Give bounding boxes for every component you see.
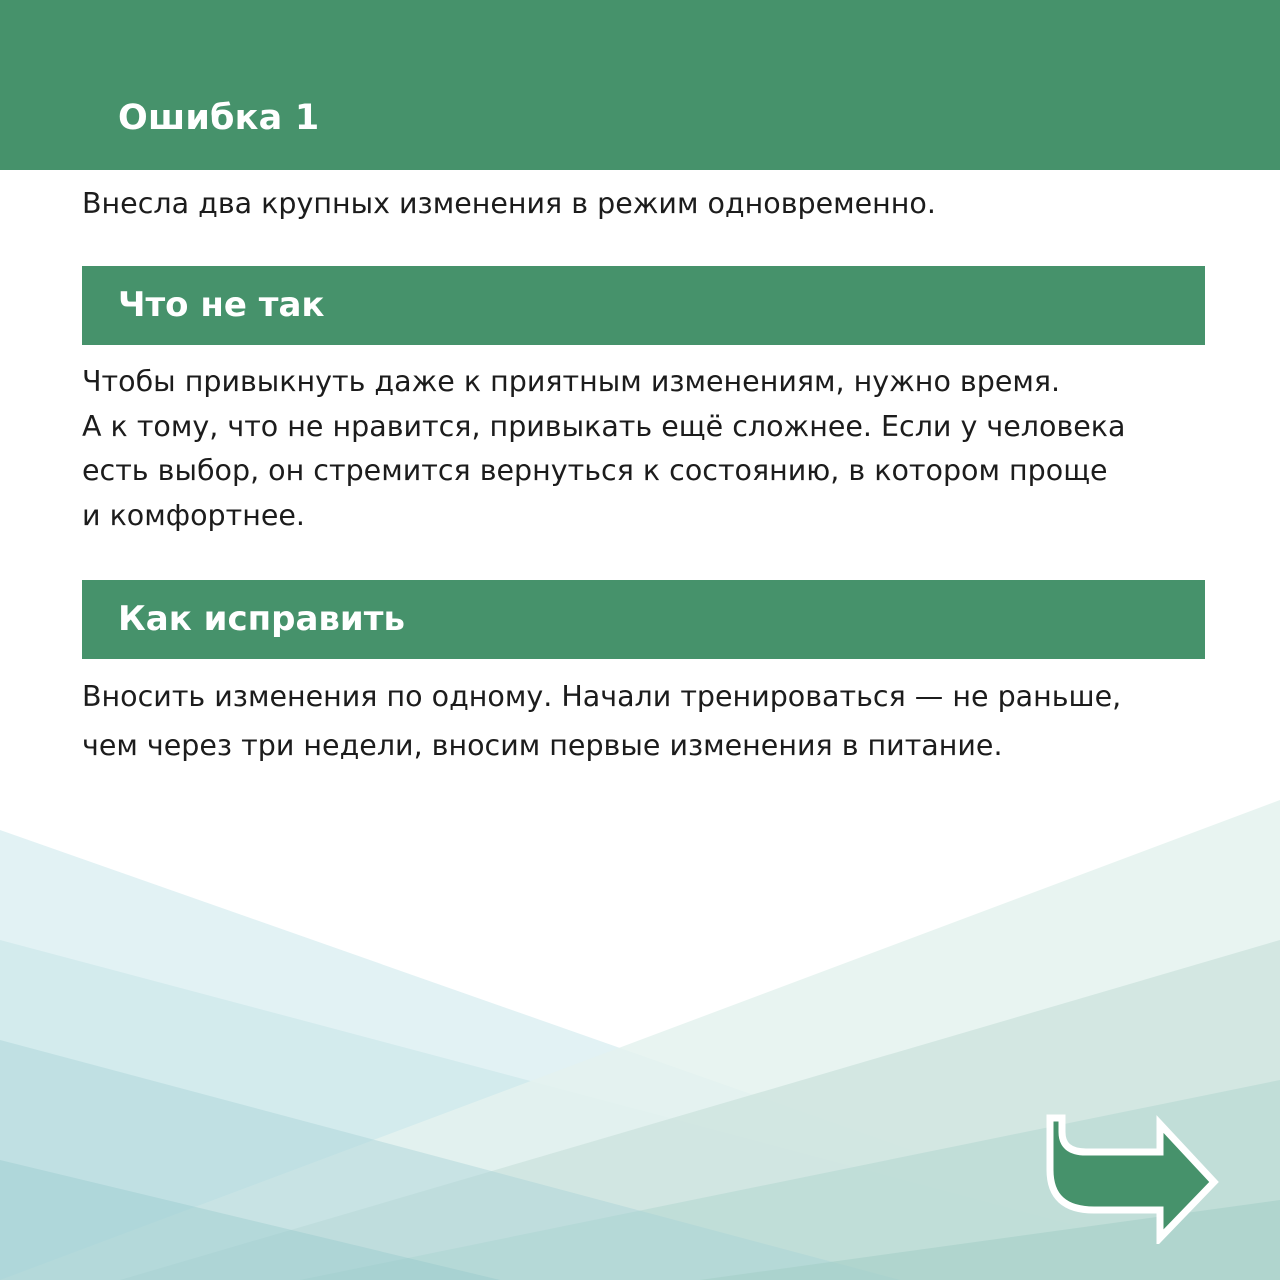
section-header-problem [82,266,1205,345]
problem-line: есть выбор, он стремится вернуться к состоянию, в котором проще [82,454,1108,487]
problem-text [82,360,1192,538]
section-heading-problem: Что не так [118,285,325,325]
problem-line: А к тому, что не нравится, привыкать ещё сложнее. Если у человека [82,409,1126,443]
solution-text [82,672,1192,770]
arrow-right-icon[interactable] [1038,1112,1222,1244]
page-title: Ошибка 1 [118,98,320,138]
problem-line: Чтобы привыкнуть даже к приятным изменениям, нужно время. [82,365,1061,398]
mistake-description: Внесла два крупных изменения в режим одновременно. [82,187,936,220]
section-heading-solution: Как исправить [118,599,405,639]
solution-line: чем через три недели, вносим первые изменения в питание. [82,729,1003,762]
header-bar [0,0,1280,170]
problem-line: и комфортнее. [82,498,305,532]
solution-line: Вносить изменения по одному. Начали тренироваться — не раньше, [82,680,1122,713]
section-header-solution [82,580,1205,659]
